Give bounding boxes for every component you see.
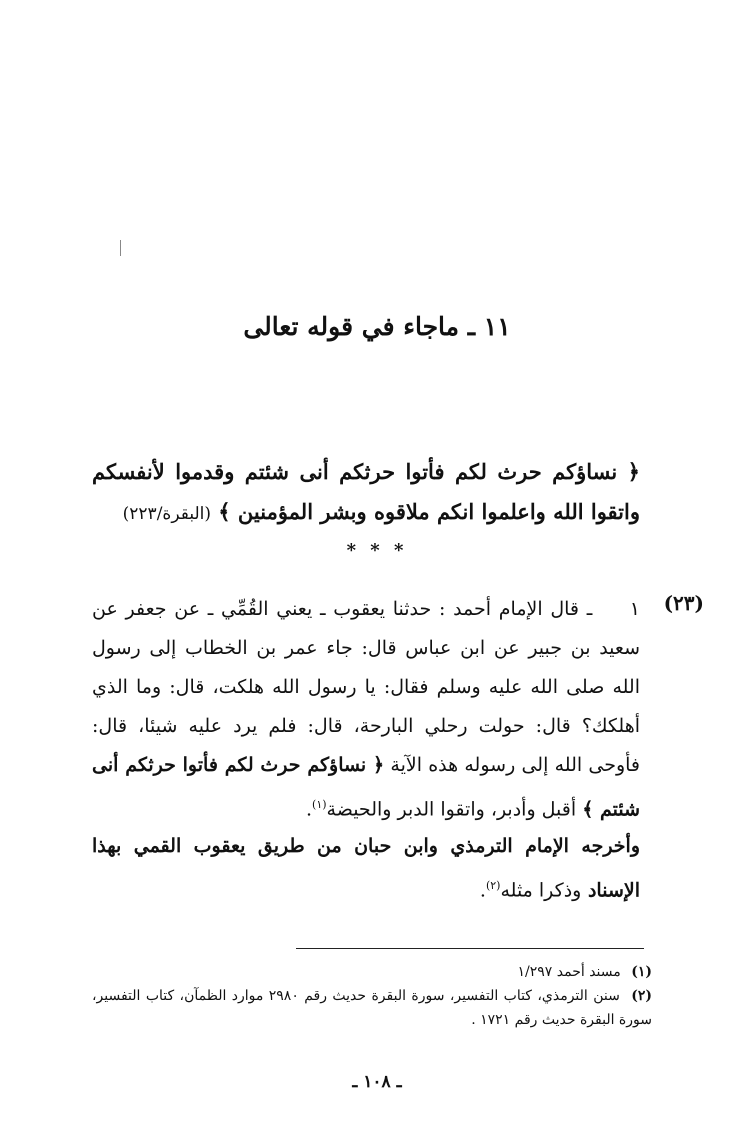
footnote-marker-1: (١) <box>312 798 327 811</box>
hadith-end: . <box>305 798 313 821</box>
footnote-number: (٢) <box>631 988 652 1004</box>
hadith-text-part2: أقبل وأدبر، واتقوا الدبر والحيضة <box>326 798 577 821</box>
footnote-divider <box>296 948 644 949</box>
takhrij-end: . <box>479 879 486 902</box>
footnote-marker-2: (٢) <box>485 879 501 892</box>
hadith-text <box>92 590 640 829</box>
verse-text: ﴿ نساؤكم حرث لكم فأتوا حرثكم أنى شئتم وقدموا لأنفسكم واتقوا الله واعلموا انكم ملاقوه وبشر المؤمنين ﴾ <box>92 459 640 524</box>
footnote-1 <box>92 960 652 984</box>
page-number: ـ ١٠٨ ـ <box>352 1072 402 1092</box>
quran-verse <box>92 452 640 534</box>
footnotes <box>92 960 652 1032</box>
footnote-text: مسند أحمد ١/٢٩٧ <box>517 964 621 980</box>
margin-mark <box>120 240 121 256</box>
hadith-number: (٢٣) <box>663 591 704 615</box>
takhrij-paragraph <box>92 826 640 910</box>
verse-reference: (البقرة/٢٢٣) <box>122 504 211 524</box>
hadith-lead-number: ١ <box>629 598 640 620</box>
takhrij-text-plain: وذكرا مثله <box>500 879 582 902</box>
hadith-verse-quote: ﴿ نساؤكم حرث لكم فأتوا حرثكم أنى شئتم ﴾ <box>92 754 640 821</box>
chapter-title: ١١ ـ ماجاء في قوله تعالى <box>243 312 511 341</box>
hadith-text-part1: ـ قال الإمام أحمد : حدثنا يعقوب ـ يعني القُمِّي ـ عن جعفر عن سعيد بن جبير عن ابن عباس قال: جاء عمر بن الخطاب إلى رسول الله صلى الله عليه وسلم فقال: يا رسول الله هلكت، قال: وما الذي أهلكك؟ قال: حولت رحلي البارحة، قال: فلم يرد عليه شيئا، قال: فأوحى الله إلى رسوله هذه الآية <box>92 598 640 776</box>
footnote-text: سنن الترمذي، كتاب التفسير، سورة البقرة حديث رقم ٢٩٨٠ موارد الظمآن، كتاب التفسير، سورة البقرة حديث رقم ١٧٢١ . <box>92 988 652 1028</box>
takhrij-text: وأخرجه الإمام الترمذي وابن حبان من طريق يعقوب القمي بهذا الإسناد <box>92 835 640 902</box>
footnote-2 <box>92 984 652 1032</box>
section-separator: * * * <box>346 540 408 561</box>
footnote-number: (١) <box>631 964 652 980</box>
